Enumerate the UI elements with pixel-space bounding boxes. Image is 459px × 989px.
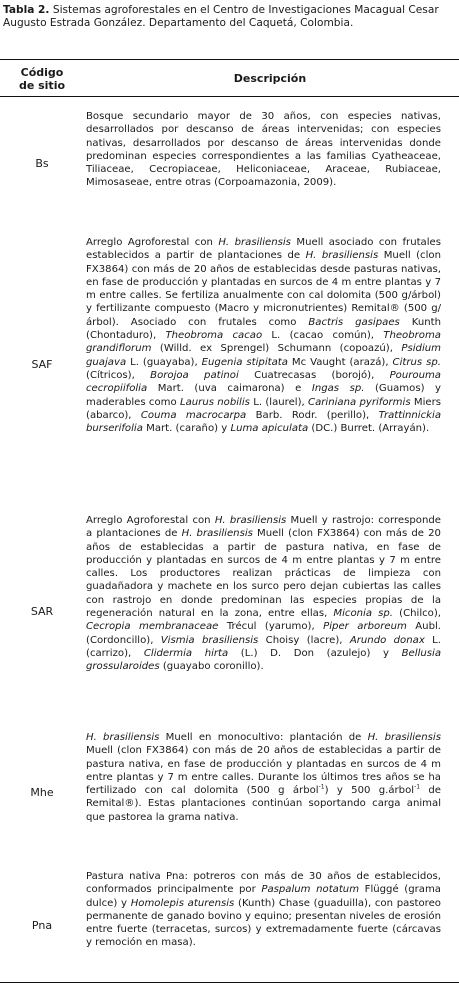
description-pna [86,870,441,950]
description-text: Flüggé (grama dulce) y [86,884,441,909]
species-name: Clidermia hirta [143,647,229,659]
header-description: Descripción [233,72,307,85]
description-text: (L.) D. Don (azulejo) y [228,647,402,659]
header-code-line1: Código [20,66,64,79]
description-text: Muell asociado con frutales establecidos a partir de plantaciones de [86,237,442,262]
site-code-mhe: Mhe [30,786,54,799]
species-name: Arundo donax [349,634,425,646]
species-name: Pourouma cecropiifolia [86,369,441,395]
species-name: H. brasiliensis [218,237,291,248]
site-code-bs: Bs [35,157,49,170]
header-code [4,66,80,92]
species-name: Theobroma grandiflorum [86,330,441,355]
superscript: -1 [318,783,325,791]
description-text: Mart. (caraño) y [142,423,231,435]
species-name: Homolepis aturensis [130,897,235,909]
caption-text: Sistemas agroforestales en el Centro de Investigaciones Macagual Cesar Augusto Estrada González. Departamento del Caquetá, Colombia. [3,4,439,29]
description-text: (Chilco), [393,608,441,620]
species-name: Cariniana pyriformis [308,396,411,408]
description-text: (Cítricos), [86,369,151,381]
description-text: Pastura nativa Pna: potreros con más de 30 años de establecidos, conformados principalmente por [86,871,441,896]
species-name: Paspalum notatum [261,884,360,896]
species-name: Bactris gasipaes [308,316,400,328]
species-name: H. brasiliensis [86,732,160,743]
description-text: Miers (abarco), [86,396,442,421]
description-text: L. (laurel), [249,396,309,408]
description-text: Arreglo Agroforestal con [86,237,219,248]
species-name: Piper arboreum [323,621,407,633]
species-name: Trattinnickia burserifolia [86,409,441,435]
species-name: Cecropia membranaceae [86,621,219,633]
description-text: Mart. (uva caimarona) e [147,383,312,395]
site-code-pna: Pna [31,919,53,932]
description-text: Barb. Rodr. (perillo), [246,409,379,421]
table-bottom-rule [0,982,459,983]
table-caption [3,4,455,30]
species-name: Borojoa patinoi [150,369,239,381]
description-text: (DC.) Burret. (Arrayán). [308,423,430,435]
description-text: Muell en monocultivo: plantación de [159,732,368,743]
description-text: Cuatrecasas (borojó), [238,369,390,381]
description-text: Muell (clon FX3864) con más de 20 años de establecidas desde pasturas nativas, en fase de producción y plantadas en surcos de 4 m entre plantas y 7 m entre calles. Se fertiliza anualmente con cal dolomita (500 g/árbol) y fertilizante compuesto (Macro y micronutrientes) Remital® (500 g/árbol). Asociado con frutales como [86,250,441,328]
description-sar [86,514,441,674]
species-name: Psidium guajava [86,343,441,368]
superscript: -1 [414,783,421,791]
species-name: Laurus nobilis [179,396,250,408]
species-name: H. brasiliensis [305,250,379,262]
site-code-sar: SAR [30,605,54,618]
species-name: H. brasiliensis [181,528,253,540]
species-name: Vismia brasiliensis [160,634,259,646]
site-code-saf: SAF [31,358,53,371]
species-name: H. brasiliensis [367,732,441,743]
description-text: L. (carrizo), [86,634,442,659]
header-rule [0,96,459,97]
description-text: de Remital®). Estas plantaciones continúan soportando carga animal que pastorea la grama nativa. [86,785,441,823]
description-text: (Willd. ex Sprengel) Schumann (copoazú), [151,343,402,355]
species-name: Citrus sp. [392,356,441,368]
species-name: H. brasiliensis [214,515,287,526]
description-text: Choisy (lacre), [258,634,350,646]
description-text: ) y 500 g.árbol [324,785,415,797]
description-text: Trécul (yarumo), [218,621,324,633]
description-saf [86,236,441,435]
description-bs [86,110,441,190]
caption-label: Tabla 2. [3,4,50,16]
description-text: (Guamos) y maderables como [86,383,441,408]
species-name: Bellusia grossularoides [86,647,442,673]
description-text: L. (cacao común), [262,330,384,342]
description-text: Arreglo Agroforestal con [86,515,215,526]
description-mhe [86,731,441,824]
description-text: Muell y rastrojo: corresponde a plantaciones de [86,515,441,540]
species-name: Couma macrocarpa [140,409,247,421]
species-name: Ingas sp. [311,383,365,395]
header-code-line2: de sitio [18,79,66,92]
description-text: (guayabo coronillo). [159,661,264,673]
description-text: Aubl. (Cordoncillo), [86,621,441,646]
description-text: Muell (clon FX3864) con más de 20 años de establecidas a partir de pastura nativa, en fase de producción y plantadas en surcos de 4 m entre plantas y 7 m entre calles. Los productores realizan prácticas de limpieza con guadañadora y machete en los surco pero dejan cubiertas las calles con rastrojo en donde predominan las especies propias de la regeneración natural en la zona, entre ellas, [86,528,441,620]
description-text: Bosque secundario mayor de 30 años, con especies nativas, desarrollados por descanso de áreas intervenidas; con especies nativas, desarrollados por descanso de áreas intervenidas donde predominan especies correspondientes a las familias Cyatheaceae, Tiliaceae, Cecropiaceae, Heliconiaceae, Araceae, Rubiaceae, Mimosaseae, entre otras (Corpoamazonia, 2009). [86,111,441,189]
species-name: Miconia sp. [333,608,394,620]
species-name: Luma apiculata [230,423,309,435]
description-text: L. (guayaba), [126,356,202,368]
species-name: Theobroma cacao [165,330,263,342]
description-text: Kunth (Chontaduro), [86,316,442,342]
description-text: Mc Vaught (arazá), [287,356,393,368]
species-name: Eugenia stipitata [201,356,288,368]
description-text: (Kunth) Chase (guaduilla), con pastoreo permanente de ganado bovino y equino; presentan niveles de erosión entre fuerte (terracetas, surcos) y extremadamente fuerte (cárcavas y remoción en masa). [86,897,441,949]
table-top-rule [0,59,459,60]
description-text: Muell (clon FX3864) con más de 20 años de establecidas a partir de pastura nativa, en fase de producción y plantadas en surcos de 4 m entre plantas y 7 m entre calles. Durante los últimos tres años se ha fertilizado con cal dolomita (500 g árbol [86,745,441,797]
